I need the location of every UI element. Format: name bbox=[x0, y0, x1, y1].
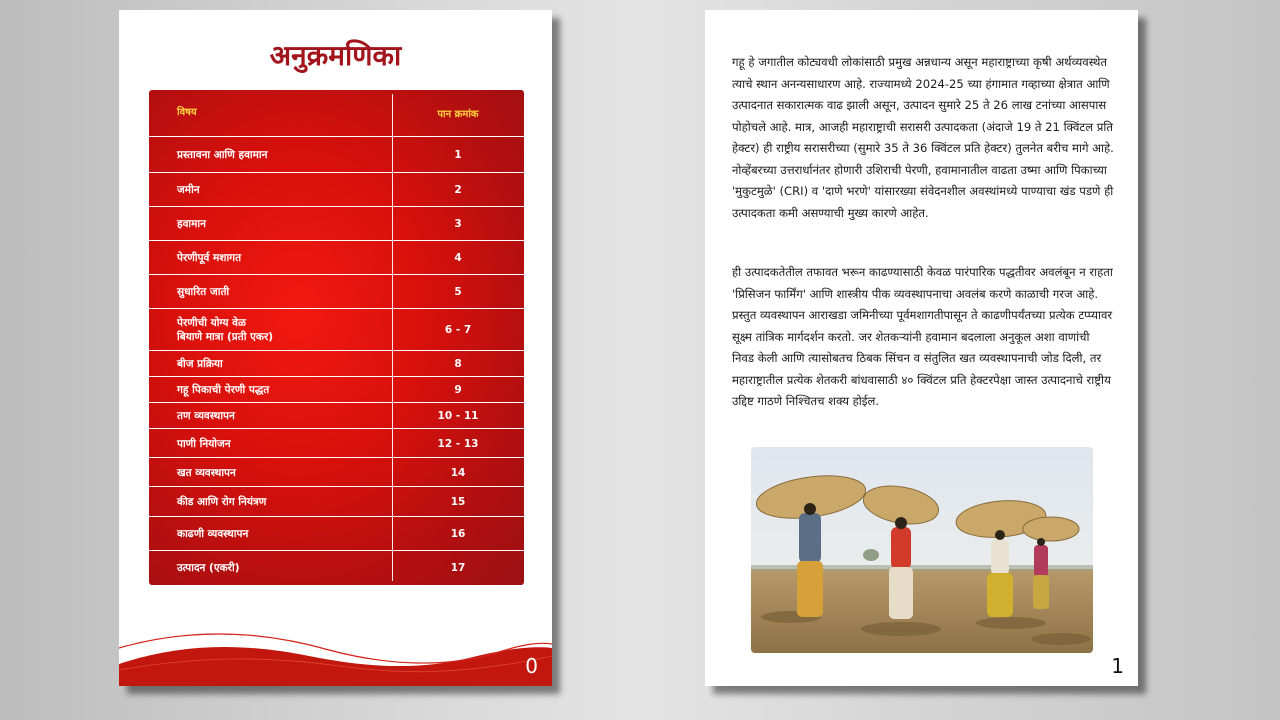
toc-row-page: 9 bbox=[454, 384, 462, 396]
toc-row-subject: प्रस्तावना आणि हवामान bbox=[177, 149, 268, 161]
footer-wave bbox=[119, 626, 552, 686]
toc-row bbox=[149, 488, 524, 517]
toc-row-subject: बीज प्रक्रिया bbox=[177, 358, 223, 370]
toc-row-subject: उत्पादन (एकरी) bbox=[177, 562, 240, 574]
toc-row-page: 15 bbox=[450, 496, 466, 508]
toc-page bbox=[119, 10, 552, 686]
toc-row-page: 5 bbox=[454, 286, 462, 298]
page-number: 0 bbox=[525, 654, 538, 678]
toc-header-page: पान क्रमांक bbox=[437, 109, 479, 120]
toc-row bbox=[149, 430, 524, 458]
toc-row-subject-line1: पेरणीची योग्य वेळ bbox=[177, 317, 246, 329]
toc-row bbox=[149, 404, 524, 429]
toc-row-subject: खत व्यवस्थापन bbox=[177, 466, 236, 479]
toc-row-page: 12 - 13 bbox=[437, 437, 479, 450]
toc-row-page: 17 bbox=[450, 562, 466, 574]
toc-row-subject bbox=[177, 316, 382, 344]
toc-title: अनुक्रमणिका bbox=[269, 39, 402, 72]
intro-paragraph-1: गहू हे जगातील कोट्यवधी लोकांसाठी प्रमुख अन्नधान्य असून महाराष्ट्राच्या कृषी अर्थव्यवस्थेत त्याचे स्थान अनन्यसाधारण आहे. राज्यामध्ये 2024-25 च्या हंगामात गव्हाच्या क्षेत्रात आणि उत्पादनात सकारात्मक वाढ झाली असून, उत्पादन सुमारे 25 ते 26 लाख टनांच्या आसपास पोहोचले आहे. मात्र, आजही महाराष्ट्राची सरासरी उत्पादकता (अंदाजे 19 ते 21 क्विंटल प्रति हेक्टर) ही राष्ट्रीय सरासरीच्या (सुमारे 35 ते 36 क्विंटल प्रति हेक्टर) तुलनेत बरीच मागे आहे. नोव्हेंबरच्या उत्तरार्धानंतर होणारी उशिराची पेरणी, हवामानातील वाढता उष्मा आणि पिकाच्या 'मुकुटमुळे' (CRI) व 'दाणे भरणे' यांसारख्या संवेदनशील अवस्थांमध्ये पाण्याचा खंड पडणे ही उत्पादकता कमी असण्याची मुख्य कारणे आहेत. bbox=[732, 55, 1114, 220]
toc-row-page: 14 bbox=[450, 466, 466, 479]
intro-paragraph-2: ही उत्पादकतेतील तफावत भरून काढण्यासाठी केवळ पारंपारिक पद्धतीवर अवलंबून न राहता 'प्रिसिजन फार्मिंग' आणि शास्त्रीय पीक व्यवस्थापनाचा अवलंब करणे काळाची गरज आहे. प्रस्तुत व्यवस्थापन आराखडा जमिनीच्या पूर्वमशागतीपासून ते काढणीपर्यंतच्या प्रत्येक टप्प्यावर सूक्ष्म तांत्रिक मार्गदर्शन करतो. जर शेतकऱ्यांनी हवामान बदलाला अनुकूल अशा वाणांची निवड केली आणि त्यासोबतच ठिबक सिंचन व संतुलित खत व्यवस्थापनाची जोड दिली, तर महाराष्ट्रातील प्रत्येक शेतकरी बांधवासाठी ४० क्विंटल प्रति हेक्टरपेक्षा जास्त उत्पादनाचे राष्ट्रीय उद्दिष्ट गाठणे निश्चितच शक्य होईल. bbox=[732, 265, 1113, 408]
toc-row-subject: जमीन bbox=[177, 184, 200, 196]
toc-row bbox=[149, 352, 524, 377]
toc-row-subject: हवामान bbox=[177, 218, 206, 230]
toc-row bbox=[149, 242, 524, 275]
toc-row-page: 16 bbox=[450, 528, 466, 540]
toc-row-subject: सुधारित जाती bbox=[177, 286, 230, 298]
toc-row-page: 8 bbox=[454, 358, 462, 370]
intro-page bbox=[705, 10, 1138, 686]
toc-row bbox=[149, 276, 524, 309]
toc-row bbox=[149, 518, 524, 551]
toc-header-row bbox=[149, 90, 524, 137]
toc-row-page: 6 - 7 bbox=[444, 324, 472, 336]
toc-row-subject: गहू पिकाची पेरणी पद्धत bbox=[177, 384, 270, 396]
toc-table bbox=[149, 90, 524, 585]
toc-row-page: 10 - 11 bbox=[437, 410, 479, 422]
toc-row bbox=[149, 208, 524, 241]
toc-row bbox=[149, 378, 524, 403]
toc-row-subject: पेरणीपूर्व मशागत bbox=[177, 252, 242, 264]
toc-header-subject: विषय bbox=[177, 107, 197, 118]
toc-row-subject: कीड आणि रोग नियंत्रण bbox=[177, 496, 267, 508]
toc-row-page: 1 bbox=[454, 149, 462, 161]
toc-row-page: 4 bbox=[454, 252, 462, 264]
toc-row bbox=[149, 138, 524, 173]
toc-row bbox=[149, 310, 524, 351]
page-number: 1 bbox=[1111, 654, 1124, 678]
toc-row-subject: तण व्यवस्थापन bbox=[177, 410, 235, 422]
toc-row bbox=[149, 552, 524, 584]
toc-row-page: 3 bbox=[454, 218, 462, 230]
toc-row bbox=[149, 459, 524, 487]
toc-row-subject: पाणी नियोजन bbox=[177, 437, 231, 450]
farmers-carrying-wheat-image bbox=[751, 447, 1093, 653]
toc-row-page: 2 bbox=[454, 184, 462, 196]
harvest-photo bbox=[751, 447, 1093, 653]
toc-row-subject: काढणी व्यवस्थापन bbox=[177, 528, 249, 540]
toc-row bbox=[149, 174, 524, 207]
toc-row-subject-line2: बियाणे मात्रा (प्रती एकर) bbox=[177, 331, 274, 343]
